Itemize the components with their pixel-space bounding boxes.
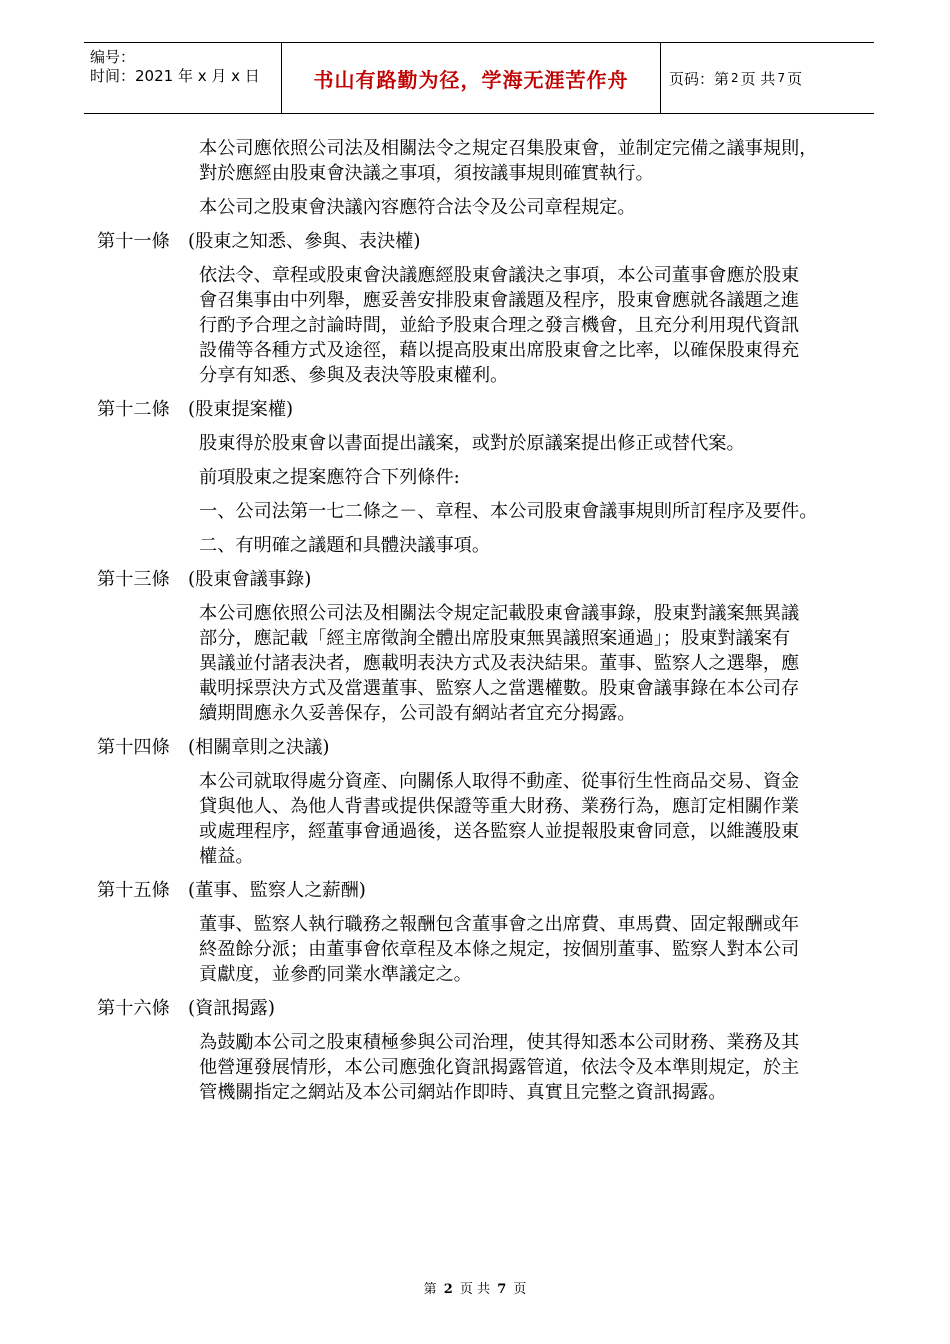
date-label: 时间：2021 年 x 月 x 日 (90, 67, 260, 85)
article-heading (97, 878, 950, 903)
paragraph: 董事、監察人執行職務之報酬包含董事會之出席費、車馬費、固定報酬或年 終盈餘分派；由董事會依章程及本條之規定，按個別董事、監察人對本公司 貢獻度，並參酌同業水準議定之。 (199, 914, 800, 985)
article-title: (股東提案權) (188, 399, 294, 420)
article-title: (資訊揭露) (188, 998, 275, 1019)
paragraph: 本公司就取得處分資產、向關係人取得不動產、從事衍生性商品交易、資金 貸與他人、為他人背書或提供保證等重大財務、業務行為，應訂定相關作業 或處理程序，經董事會通過後，送各監察人並提報股東會同意，以維護股東 權益。 (199, 771, 800, 867)
document-body (0, 136, 950, 1114)
article-title: (董事、監察人之薪酬) (188, 880, 366, 901)
article-title: (股東會議事錄) (188, 569, 312, 590)
article-heading (97, 567, 950, 592)
paragraph: 一、公司法第一七二條之－、章程、本公司股東會議事規則所訂程序及要件。 (199, 501, 818, 522)
page-footer (0, 1278, 950, 1297)
article-title: (相關章則之決議) (188, 737, 330, 758)
footer-total: 7 (497, 1282, 507, 1297)
header-meta (84, 43, 282, 113)
article-heading (97, 735, 950, 760)
page-current: 2 (731, 71, 739, 85)
page-suffix: 页 (787, 69, 803, 88)
page-total: 7 (777, 71, 786, 85)
serial-label: 编号： (90, 48, 136, 66)
footer-current: 2 (443, 1282, 453, 1297)
article-number: 第十三條 (97, 569, 170, 590)
header-page-number (661, 43, 874, 113)
paragraph: 前項股東之提案應符合下列條件: (199, 467, 460, 488)
article-number: 第十四條 (97, 737, 170, 758)
paragraph: 本公司之股東會決議內容應符合法令及公司章程規定。 (199, 197, 636, 218)
article-title: (股東之知悉、參與、表決權) (188, 231, 421, 252)
page-header (84, 42, 874, 114)
paragraph: 本公司應依照公司法及相關法令之規定召集股東會，並制定完備之議事規則， 對於應經由股東會決議之事項，須按議事規則確實執行。 (199, 138, 818, 184)
header-motto: 书山有路勤为径，学海无涯苦作舟 (282, 43, 661, 113)
paragraph: 股東得於股東會以書面提出議案，或對於原議案提出修正或替代案。 (199, 433, 745, 454)
paragraph: 二、有明確之議題和具體決議事項。 (199, 535, 491, 556)
article-heading (97, 996, 950, 1021)
article-heading (97, 397, 950, 422)
footer-suffix: 页 (513, 1282, 527, 1297)
article-heading (97, 229, 950, 254)
footer-prefix: 第 (423, 1282, 437, 1297)
article-number: 第十五條 (97, 880, 170, 901)
page-prefix: 页码：第 (669, 69, 730, 88)
page-mid: 页 共 (740, 69, 776, 88)
article-number: 第十二條 (97, 399, 170, 420)
paragraph: 本公司應依照公司法及相關法令規定記載股東會議事錄，股東對議案無異議 部分，應記載「經主席徵詢全體出席股東無異議照案通過」；股東對議案有 異議並付諸表決者，應載明表決方式及表決結果。董事、監察人之選舉，應 載明採票決方式及當選董事、監察人之當選權數。股東會議事錄在本公司存 續期間應永久妥善保存，公司設有網站者宜充分揭露。 (199, 603, 800, 724)
article-number: 第十一條 (97, 231, 170, 252)
footer-mid: 页 共 (459, 1282, 491, 1297)
paragraph: 為鼓勵本公司之股東積極參與公司治理，使其得知悉本公司財務、業務及其 他營運發展情形，本公司應強化資訊揭露管道，依法令及本準則規定，於主 管機關指定之網站及本公司網站作即時、真實且完整之資訊揭露。 (199, 1032, 800, 1103)
article-number: 第十六條 (97, 998, 170, 1019)
paragraph: 依法令、章程或股東會決議應經股東會議決之事項，本公司董事會應於股東 會召集事由中列舉，應妥善安排股東會議題及程序，股東會應就各議題之進 行酌予合理之討論時間，並給予股東合理之發言機會，且充分利用現代資訊 設備等各種方式及途徑，藉以提高股東出席股東會之比率，以確保股東得充 分享有知悉、參與及表決等股東權利。 (199, 265, 800, 386)
